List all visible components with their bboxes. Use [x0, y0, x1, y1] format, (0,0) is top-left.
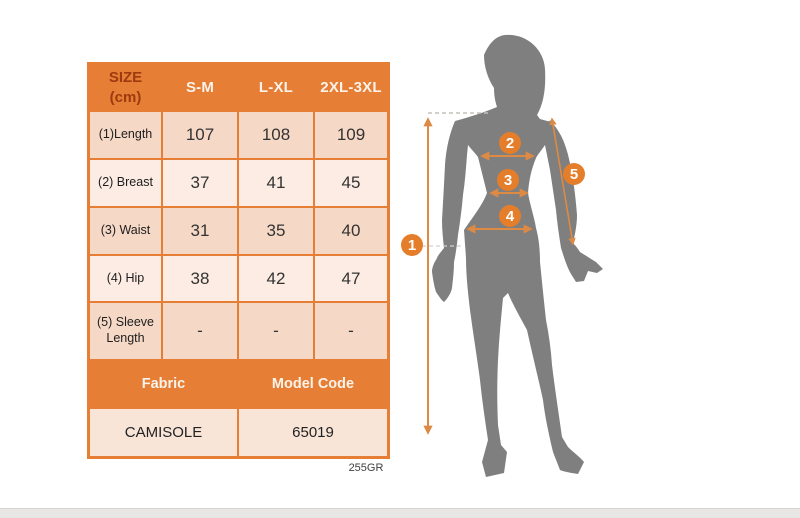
fabric-header: Fabric: [90, 361, 237, 407]
model-code-header: Model Code: [239, 361, 387, 407]
row-label-length: (1)Length: [90, 112, 161, 158]
model-code-value: 65019: [239, 409, 387, 456]
row-label-sleeve: (5) Sleeve Length: [90, 303, 161, 359]
measurement-diagram: [400, 25, 660, 490]
table-corner-header: [90, 65, 161, 110]
marker-2: [499, 132, 521, 154]
hip-sm: 38: [163, 256, 237, 301]
waist-lxl: 35: [239, 208, 313, 254]
svg-text:4: 4: [505, 208, 515, 225]
page-bottom-edge: [0, 508, 800, 518]
column-header-lxl: L-XL: [239, 65, 313, 110]
sleeve-lxl: -: [239, 303, 313, 359]
size-table: [87, 62, 390, 459]
hip-lxl: 42: [239, 256, 313, 301]
row-label-hip: (4) Hip: [90, 256, 161, 301]
column-header-sm: S-M: [163, 65, 237, 110]
silhouette-right-arm: [544, 120, 603, 282]
corner-line1: SIZE: [108, 69, 143, 86]
marker-3: [497, 169, 519, 191]
weight-note: 255GR: [348, 462, 384, 474]
waist-2xl3xl: 40: [315, 208, 387, 254]
row-label-waist: (3) Waist: [90, 208, 161, 254]
fabric-value: CAMISOLE: [90, 409, 237, 456]
breast-2xl3xl: 45: [315, 160, 387, 206]
breast-lxl: 41: [239, 160, 313, 206]
marker-1: [401, 234, 423, 256]
length-lxl: 108: [239, 112, 313, 158]
marker-4: [499, 205, 521, 227]
length-2xl3xl: 109: [315, 112, 387, 158]
column-header-2xl3xl: 2XL-3XL: [315, 65, 387, 110]
svg-text:5: 5: [569, 166, 579, 183]
waist-sm: 31: [163, 208, 237, 254]
sleeve-sm: -: [163, 303, 237, 359]
female-body-silhouette: [432, 35, 603, 477]
sleeve-2xl3xl: -: [315, 303, 387, 359]
row-label-breast: (2) Breast: [90, 160, 161, 206]
svg-text:3: 3: [503, 172, 513, 189]
breast-sm: 37: [163, 160, 237, 206]
marker-5: [563, 163, 585, 185]
silhouette-left-arm: [432, 121, 468, 302]
svg-text:2: 2: [505, 135, 515, 152]
svg-text:1: 1: [407, 237, 417, 254]
corner-line2: (cm): [109, 88, 142, 106]
length-sm: 107: [163, 112, 237, 158]
hip-2xl3xl: 47: [315, 256, 387, 301]
